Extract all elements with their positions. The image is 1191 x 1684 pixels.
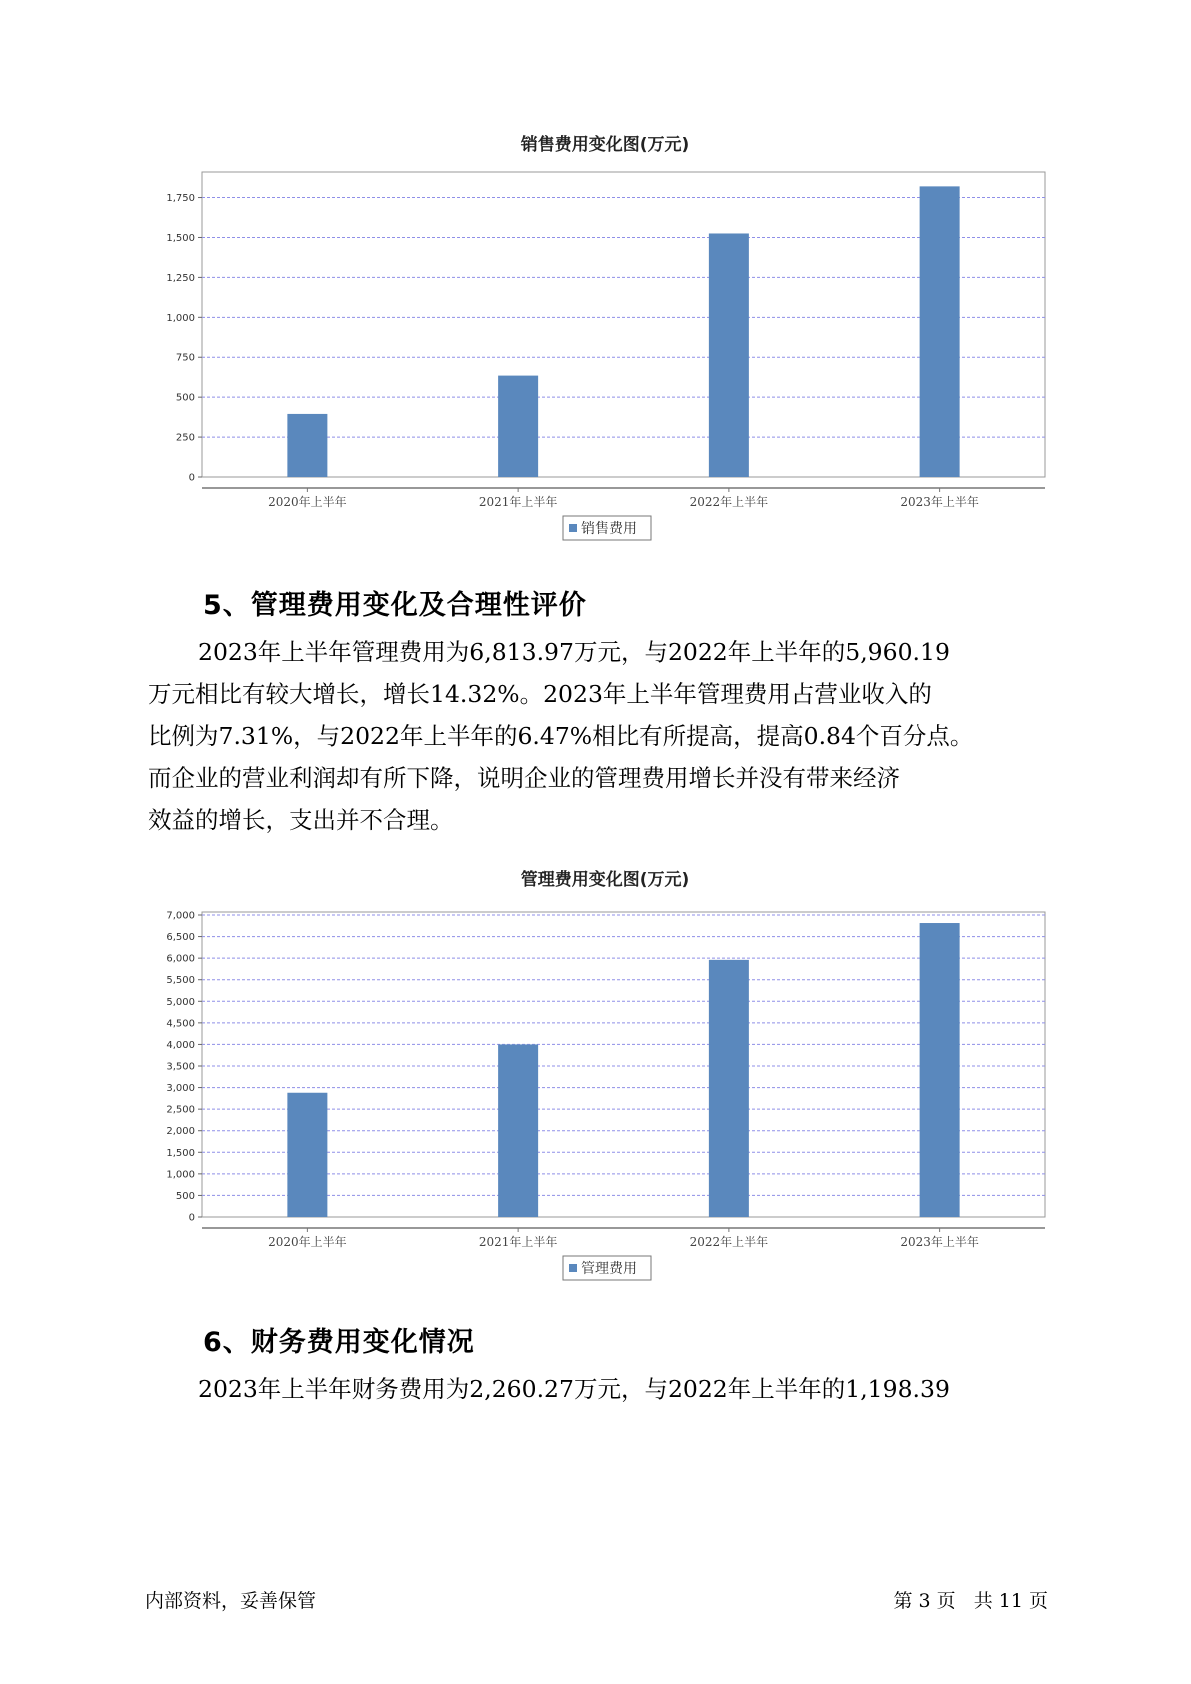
x-tick-label: 2020年上半年	[268, 495, 347, 509]
chart-svg	[140, 860, 1060, 1295]
chart-title: 销售费用变化图(万元)	[520, 135, 690, 155]
bar	[709, 233, 749, 477]
x-tick-label: 2022年上半年	[689, 495, 769, 509]
sales-expense-chart	[140, 125, 1060, 550]
legend-label: 管理费用	[581, 1261, 637, 1277]
paragraph-line: 比例为7.31%，与2022年上半年的6.47%相比有所提高，提高0.84个百分点。	[148, 722, 974, 750]
legend-swatch	[569, 1264, 577, 1272]
footer-page-number: 第 3 页 共 11 页	[893, 1590, 1048, 1612]
y-tick-label: 250	[175, 432, 195, 444]
paragraph-line: 2023年上半年财务费用为2,260.27万元，与2022年上半年的1,198.39	[198, 1375, 950, 1403]
mgmt-expense-chart	[140, 860, 1060, 1295]
y-tick-label: 1,000	[166, 1169, 195, 1181]
y-tick-label: 750	[175, 352, 195, 364]
chart-svg	[140, 125, 1060, 550]
y-tick-label: 500	[175, 392, 195, 404]
x-tick-label: 2021年上半年	[478, 1235, 558, 1249]
mgmt-expense-paragraph	[148, 631, 1050, 841]
y-tick-label: 5,500	[166, 975, 195, 987]
y-tick-label: 2,500	[166, 1104, 195, 1116]
bar	[287, 414, 327, 477]
bar	[920, 923, 960, 1217]
chart-title: 管理费用变化图(万元)	[520, 870, 690, 890]
footer-confidential: 内部资料，妥善保管	[145, 1590, 317, 1612]
y-tick-label: 6,000	[166, 953, 195, 965]
x-tick-label: 2021年上半年	[478, 495, 558, 509]
bar	[920, 186, 960, 477]
plot-area	[202, 172, 1045, 477]
legend-swatch	[569, 524, 577, 532]
x-tick-label: 2022年上半年	[689, 1235, 769, 1249]
y-tick-label: 1,250	[166, 272, 195, 284]
paragraph-line: 效益的增长，支出并不合理。	[148, 806, 454, 834]
y-tick-label: 0	[188, 472, 195, 484]
y-tick-label: 3,000	[166, 1083, 195, 1095]
section-heading-6: 6、财务费用变化情况	[203, 1327, 475, 1358]
paragraph-line: 万元相比有较大增长，增长14.32%。2023年上半年管理费用占营业收入的	[148, 680, 932, 708]
paragraph-line: 2023年上半年管理费用为6,813.97万元，与2022年上半年的5,960.19	[198, 638, 950, 666]
y-tick-label: 7,000	[166, 910, 195, 922]
x-tick-label: 2023年上半年	[900, 495, 979, 509]
y-tick-label: 1,500	[166, 232, 195, 244]
bar	[498, 376, 538, 477]
bar	[498, 1044, 538, 1217]
y-tick-label: 1,500	[166, 1147, 195, 1159]
y-tick-label: 2,000	[166, 1126, 195, 1138]
y-tick-label: 1,750	[166, 193, 195, 205]
paragraph-line: 而企业的营业利润却有所下降，说明企业的管理费用增长并没有带来经济	[148, 764, 900, 792]
y-tick-label: 3,500	[166, 1061, 195, 1073]
y-tick-label: 5,000	[166, 996, 195, 1008]
y-tick-label: 4,500	[166, 1018, 195, 1030]
y-tick-label: 4,000	[166, 1039, 195, 1051]
y-tick-label: 6,500	[166, 932, 195, 944]
section-heading-5: 5、管理费用变化及合理性评价	[203, 590, 587, 621]
x-tick-label: 2023年上半年	[900, 1235, 979, 1249]
x-tick-label: 2020年上半年	[268, 1235, 347, 1249]
bar	[709, 960, 749, 1217]
y-tick-label: 0	[188, 1212, 195, 1224]
bar	[287, 1093, 327, 1217]
y-tick-label: 1,000	[166, 312, 195, 324]
finance-expense-paragraph	[148, 1368, 1050, 1410]
legend-label: 销售费用	[581, 521, 637, 537]
y-tick-label: 500	[175, 1190, 195, 1202]
